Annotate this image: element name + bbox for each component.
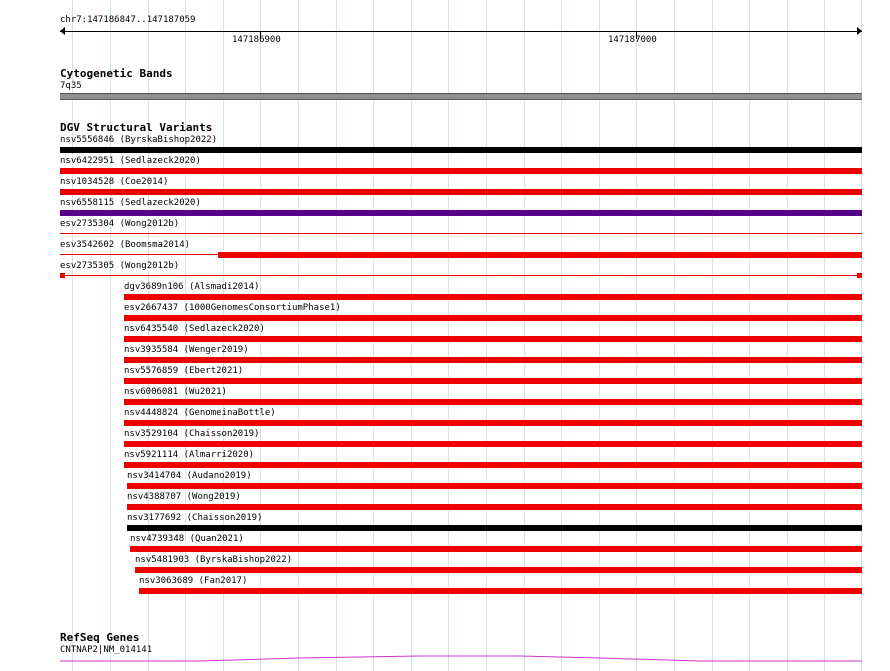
- gene-line: [60, 656, 862, 661]
- variant-bar[interactable]: [124, 462, 862, 468]
- feature-label: nsv3529104 (Chaisson2019): [124, 429, 260, 439]
- ruler-line: [60, 31, 862, 32]
- feature-label: nsv4448824 (GenomeinaBottle): [124, 408, 276, 418]
- feature-label: nsv6435540 (Sedlazeck2020): [124, 324, 265, 334]
- feature-label: nsv6422951 (Sedlazeck2020): [60, 156, 201, 166]
- cytoband-bar[interactable]: [60, 93, 862, 100]
- feature-label: nsv5481903 (ByrskaBishop2022): [135, 555, 293, 565]
- variant-bar[interactable]: [139, 588, 862, 594]
- variant-endcap: [857, 273, 862, 278]
- feature-label: nsv4739348 (Quan2021): [130, 534, 244, 544]
- feature-label: nsv3935584 (Wenger2019): [124, 345, 249, 355]
- band-label: 7q35: [60, 81, 82, 91]
- feature-label: nsv5576859 (Ebert2021): [124, 366, 244, 376]
- feature-label: esv2667437 (1000GenomesConsortiumPhase1): [124, 303, 341, 313]
- variant-bar[interactable]: [124, 420, 862, 426]
- feature-label: nsv3177692 (Chaisson2019): [127, 513, 263, 523]
- variant-bar[interactable]: [218, 252, 862, 258]
- variant-bar[interactable]: [60, 189, 862, 195]
- location-label: chr7:147186847..147187059: [60, 15, 196, 25]
- variant-bar[interactable]: [124, 378, 862, 384]
- tick-label: 147187000: [608, 35, 657, 45]
- variant-bar-thin[interactable]: [60, 275, 862, 276]
- tick-label: 147186900: [232, 35, 281, 45]
- feature-label: esv3542602 (Boomsma2014): [60, 240, 191, 250]
- variant-bar[interactable]: [124, 315, 862, 321]
- feature-label: nsv3063689 (Fan2017): [139, 576, 248, 586]
- feature-label: nsv4388707 (Wong2019): [127, 492, 241, 502]
- track-title: DGV Structural Variants: [60, 121, 213, 134]
- grid-line: [110, 0, 111, 671]
- feature-label: nsv5556846 (ByrskaBishop2022): [60, 135, 218, 145]
- feature-label: nsv6006081 (Wu2021): [124, 387, 227, 397]
- feature-label: nsv6558115 (Sedlazeck2020): [60, 198, 201, 208]
- variant-bar[interactable]: [60, 210, 862, 216]
- variant-bar[interactable]: [127, 504, 862, 510]
- variant-bar[interactable]: [124, 294, 862, 300]
- variant-bar[interactable]: [124, 441, 862, 447]
- variant-bar-thin[interactable]: [60, 233, 862, 234]
- variant-bar[interactable]: [60, 168, 862, 174]
- variant-bar[interactable]: [124, 357, 862, 363]
- variant-bar[interactable]: [124, 399, 862, 405]
- variant-bar[interactable]: [124, 336, 862, 342]
- arrow-right-icon: [857, 27, 862, 35]
- track-title: Cytogenetic Bands: [60, 67, 173, 80]
- variant-bar[interactable]: [60, 147, 862, 153]
- variant-bar[interactable]: [127, 525, 862, 531]
- variant-bar[interactable]: [127, 483, 862, 489]
- feature-label: dgv3689n106 (Alsmadi2014): [124, 282, 260, 292]
- gene-feature[interactable]: [0, 650, 890, 671]
- feature-label: esv2735304 (Wong2012b): [60, 219, 180, 229]
- variant-bar[interactable]: [135, 567, 862, 573]
- gene-label: CNTNAP2|NM_014141: [60, 645, 153, 655]
- feature-label: nsv5921114 (Almarri2020): [124, 450, 255, 460]
- variant-intron-line: [60, 254, 218, 255]
- feature-label: nsv1034528 (Coe2014): [60, 177, 169, 187]
- feature-label: esv2735305 (Wong2012b): [60, 261, 180, 271]
- variant-bar[interactable]: [130, 546, 862, 552]
- feature-label: nsv3414704 (Audano2019): [127, 471, 252, 481]
- grid-line: [72, 0, 73, 671]
- track-title: RefSeq Genes: [60, 631, 140, 644]
